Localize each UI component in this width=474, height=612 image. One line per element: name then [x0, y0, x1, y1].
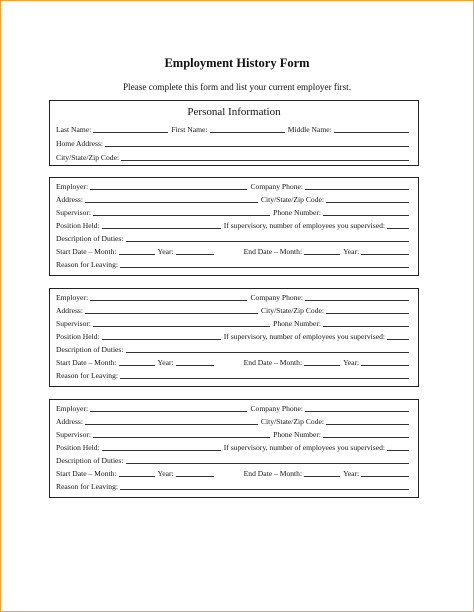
last-name-field[interactable] — [93, 131, 168, 133]
employer-field[interactable] — [90, 188, 247, 190]
employer-row — [56, 402, 412, 413]
supervisor-row — [56, 317, 412, 328]
home-address-field[interactable] — [105, 145, 409, 147]
address-field[interactable] — [85, 423, 258, 425]
position-held-label: Position Held: — [56, 443, 100, 452]
personal-information-section — [49, 100, 419, 166]
company-phone-field[interactable] — [305, 299, 409, 301]
city-state-zip-row — [56, 151, 412, 162]
end-year-field[interactable] — [361, 475, 409, 477]
position-row — [56, 441, 412, 452]
start-year-field[interactable] — [176, 253, 214, 255]
middle-name-label: Middle Name: — [287, 125, 332, 134]
supervisor-label: Supervisor: — [56, 430, 92, 439]
start-year-field[interactable] — [176, 364, 214, 366]
address-field[interactable] — [85, 312, 258, 314]
end-month-field[interactable] — [304, 364, 340, 366]
city-state-zip-label: City/State/Zip Code: — [56, 153, 120, 162]
reason-field[interactable] — [120, 266, 409, 268]
company-phone-label: Company Phone: — [250, 293, 303, 302]
position-row — [56, 219, 412, 230]
phone-number-field[interactable] — [323, 214, 409, 216]
reason-row — [56, 258, 412, 269]
reason-field[interactable] — [120, 488, 409, 490]
position-held-label: Position Held: — [56, 221, 100, 230]
end-month-field[interactable] — [304, 253, 340, 255]
home-address-row — [56, 137, 412, 148]
description-row — [56, 454, 412, 465]
phone-number-label: Phone Number: — [273, 430, 321, 439]
address-row — [56, 415, 412, 426]
city-state-zip-label: City/State/Zip Code: — [260, 417, 324, 426]
employer-field[interactable] — [90, 410, 247, 412]
employer-label: Employer: — [56, 404, 89, 413]
end-month-label: End Date – Month: — [243, 247, 303, 256]
address-label: Address: — [56, 195, 83, 204]
start-year-field[interactable] — [176, 475, 214, 477]
address-label: Address: — [56, 417, 83, 426]
phone-number-field[interactable] — [323, 436, 409, 438]
description-field[interactable] — [126, 351, 410, 353]
supervisor-row — [56, 428, 412, 439]
form-title: Employment History Form — [164, 56, 310, 70]
reason-label: Reason for Leaving: — [56, 371, 118, 380]
end-year-field[interactable] — [361, 364, 409, 366]
start-month-field[interactable] — [119, 364, 155, 366]
description-row — [56, 343, 412, 354]
end-year-label: Year: — [343, 469, 360, 478]
reason-row — [56, 369, 412, 380]
employer-label: Employer: — [56, 293, 89, 302]
supervised-count-label: If supervisory, number of employees you supervised: — [223, 221, 385, 230]
first-name-field[interactable] — [210, 131, 285, 133]
end-month-label: End Date – Month: — [243, 358, 303, 367]
phone-number-label: Phone Number: — [273, 208, 321, 217]
address-row — [56, 304, 412, 315]
position-held-field[interactable] — [102, 227, 221, 229]
description-row — [56, 232, 412, 243]
start-month-label: Start Date – Month: — [56, 358, 117, 367]
supervisor-field[interactable] — [93, 325, 270, 327]
first-name-label: First Name: — [171, 125, 208, 134]
middle-name-field[interactable] — [334, 131, 409, 133]
dates-row — [56, 467, 412, 478]
employer-section-1 — [49, 177, 419, 276]
end-year-label: Year: — [343, 247, 360, 256]
position-held-field[interactable] — [102, 449, 221, 451]
supervisor-label: Supervisor: — [56, 319, 92, 328]
city-state-zip-label: City/State/Zip Code: — [260, 306, 324, 315]
city-state-zip-field[interactable] — [326, 201, 409, 203]
employer-row — [56, 180, 412, 191]
description-label: Description of Duties: — [56, 456, 124, 465]
company-phone-label: Company Phone: — [250, 404, 303, 413]
supervised-count-label: If supervisory, number of employees you supervised: — [223, 443, 385, 452]
position-held-label: Position Held: — [56, 332, 100, 341]
phone-number-field[interactable] — [323, 325, 409, 327]
employer-field[interactable] — [90, 299, 247, 301]
start-year-label: Year: — [157, 469, 174, 478]
supervisor-row — [56, 206, 412, 217]
company-phone-label: Company Phone: — [250, 182, 303, 191]
company-phone-field[interactable] — [305, 188, 409, 190]
end-month-label: End Date – Month: — [243, 469, 303, 478]
employer-section-2 — [49, 288, 419, 387]
start-month-label: Start Date – Month: — [56, 469, 117, 478]
company-phone-field[interactable] — [305, 410, 409, 412]
start-year-label: Year: — [157, 358, 174, 367]
supervised-count-field[interactable] — [387, 227, 409, 229]
supervised-count-field[interactable] — [387, 449, 409, 451]
city-state-zip-label: City/State/Zip Code: — [260, 195, 324, 204]
reason-row — [56, 480, 412, 491]
end-month-field[interactable] — [304, 475, 340, 477]
description-label: Description of Duties: — [56, 345, 124, 354]
supervisor-field[interactable] — [93, 436, 270, 438]
address-label: Address: — [56, 306, 83, 315]
start-month-label: Start Date – Month: — [56, 247, 117, 256]
reason-field[interactable] — [120, 377, 409, 379]
position-held-field[interactable] — [102, 338, 221, 340]
city-state-zip-field[interactable] — [121, 159, 409, 161]
start-month-field[interactable] — [119, 253, 155, 255]
form-instructions: Please complete this form and list your current employer first. — [122, 82, 352, 92]
supervised-count-label: If supervisory, number of employees you supervised: — [223, 332, 385, 341]
reason-label: Reason for Leaving: — [56, 260, 118, 269]
supervisor-label: Supervisor: — [56, 208, 92, 217]
personal-information-header: Personal Information — [187, 106, 281, 118]
start-year-label: Year: — [157, 247, 174, 256]
position-row — [56, 330, 412, 341]
end-year-field[interactable] — [361, 253, 409, 255]
address-field[interactable] — [85, 201, 258, 203]
description-field[interactable] — [126, 240, 410, 242]
supervised-count-field[interactable] — [387, 338, 409, 340]
address-row — [56, 193, 412, 204]
home-address-label: Home Address: — [56, 139, 104, 148]
description-field[interactable] — [126, 462, 410, 464]
employer-section-3 — [49, 399, 419, 498]
supervisor-field[interactable] — [93, 214, 270, 216]
description-label: Description of Duties: — [56, 234, 124, 243]
start-month-field[interactable] — [119, 475, 155, 477]
name-row — [56, 123, 412, 134]
employer-row — [56, 291, 412, 302]
reason-label: Reason for Leaving: — [56, 482, 118, 491]
phone-number-label: Phone Number: — [273, 319, 321, 328]
last-name-label: Last Name: — [56, 125, 92, 134]
city-state-zip-field[interactable] — [326, 312, 409, 314]
end-year-label: Year: — [343, 358, 360, 367]
dates-row — [56, 245, 412, 256]
dates-row — [56, 356, 412, 367]
employer-label: Employer: — [56, 182, 89, 191]
city-state-zip-field[interactable] — [326, 423, 409, 425]
